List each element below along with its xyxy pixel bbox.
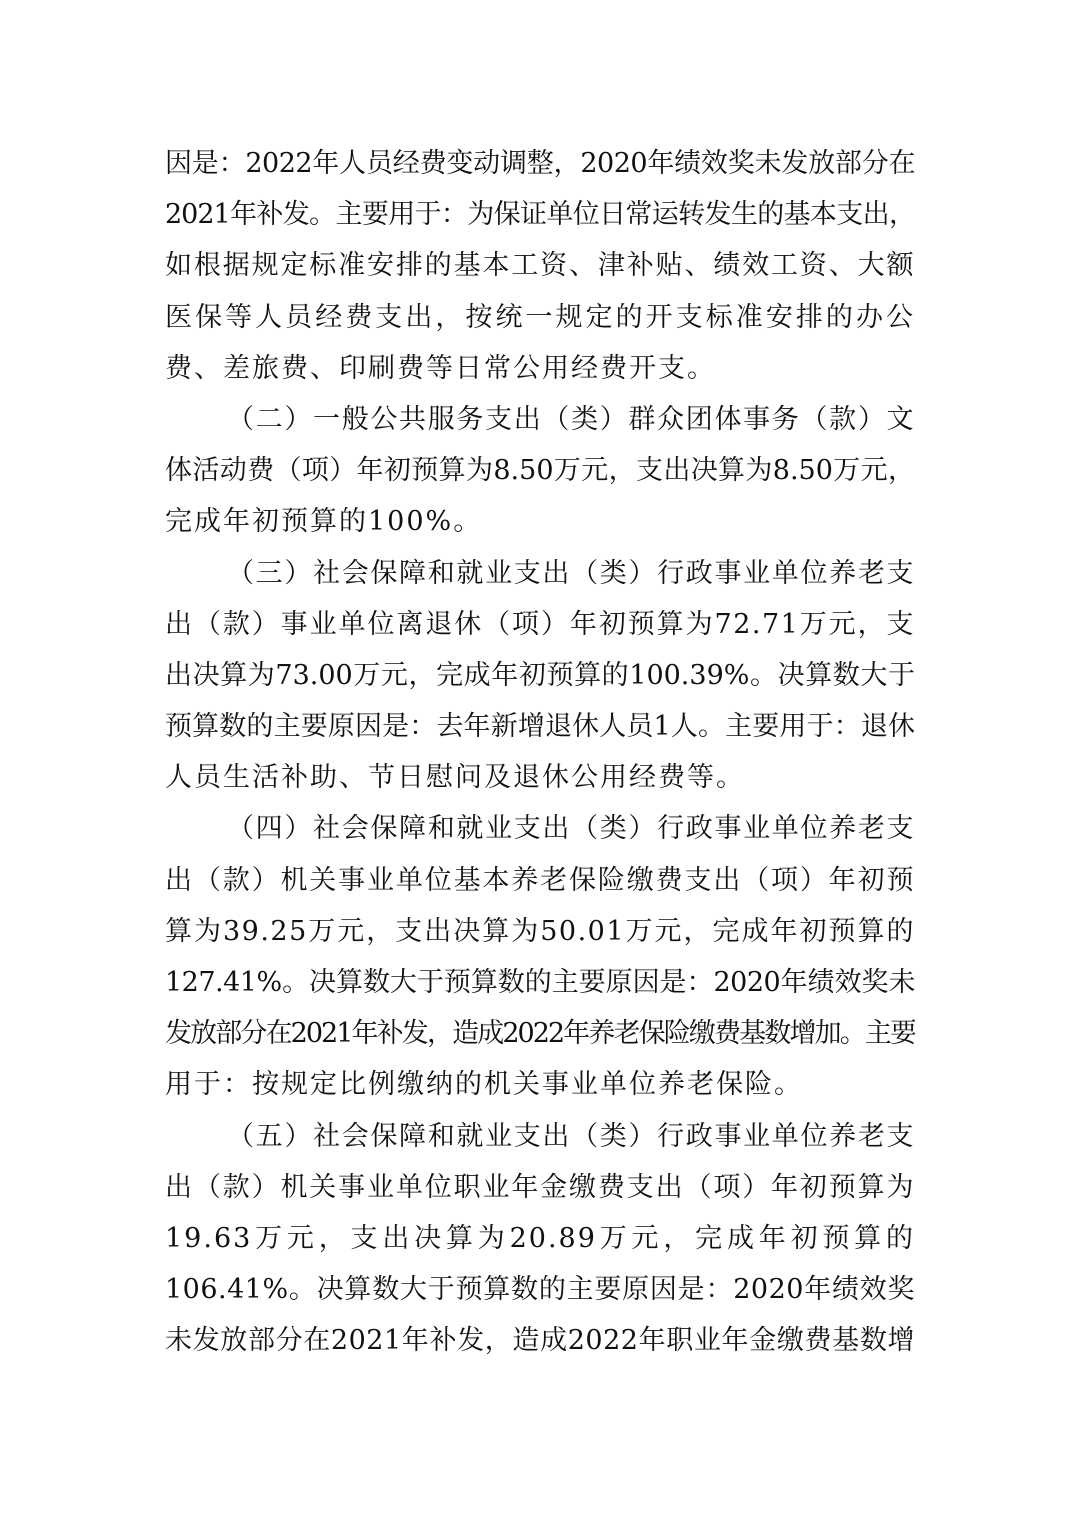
text-line: 出（款）事业单位离退休（项）年初预算为72.71万元，支 bbox=[165, 608, 915, 640]
text-line: 出（款）机关事业单位基本养老保险缴费支出（项）年初预 bbox=[165, 864, 915, 896]
text-line: （五）社会保障和就业支出（类）行政事业单位养老支 bbox=[227, 1120, 915, 1152]
text-line: （三）社会保障和就业支出（类）行政事业单位养老支 bbox=[227, 557, 915, 589]
text-line: 106.41%。决算数大于预算数的主要原因是：2020年绩效奖 bbox=[165, 1274, 915, 1306]
text-line: 预算数的主要原因是：去年新增退休人员1人。主要用于：退休 bbox=[165, 711, 915, 743]
text-line: （二）一般公共服务支出（类）群众团体事务（款）文 bbox=[227, 403, 915, 435]
text-line: 因是：2022年人员经费变动调整，2020年绩效奖未发放部分在 bbox=[165, 148, 915, 179]
text-line: 19.63万元，支出决算为20.89万元，完成年初预算的 bbox=[165, 1222, 915, 1254]
text-line: 算为39.25万元，支出决算为50.01万元，完成年初预算的 bbox=[165, 915, 915, 947]
text-line: （四）社会保障和就业支出（类）行政事业单位养老支 bbox=[227, 813, 915, 845]
text-line: 未发放部分在2021年补发，造成2022年职业年金缴费基数增 bbox=[165, 1325, 915, 1357]
text-line: 医保等人员经费支出，按统一规定的开支标准安排的办公 bbox=[165, 301, 915, 333]
text-line: 完成年初预算的100%。 bbox=[165, 506, 483, 538]
text-line: 人员生活补助、节日慰问及退休公用经费等。 bbox=[165, 762, 745, 794]
text-line: 出（款）机关事业单位职业年金缴费支出（项）年初预算为 bbox=[165, 1171, 915, 1203]
text-line: 体活动费（项）年初预算为8.50万元，支出决算为8.50万元， bbox=[165, 455, 915, 487]
text-line: 如根据规定标准安排的基本工资、津补贴、绩效工资、大额 bbox=[165, 250, 915, 282]
text-line: 出决算为73.00万元，完成年初预算的100.39%。决算数大于 bbox=[165, 659, 915, 691]
text-line: 127.41%。决算数大于预算数的主要原因是：2020年绩效奖未 bbox=[165, 967, 915, 998]
text-line: 用于：按规定比例缴纳的机关事业单位养老保险。 bbox=[165, 1069, 803, 1101]
text-line: 发放部分在2021年补发，造成2022年养老保险缴费基数增加。主要 bbox=[165, 1018, 915, 1050]
body-text bbox=[165, 138, 915, 1367]
text-line: 2021年补发。主要用于：为保证单位日常运转发生的基本支出， bbox=[165, 199, 915, 231]
text-line: 费、差旅费、印刷费等日常公用经费开支。 bbox=[165, 352, 716, 384]
